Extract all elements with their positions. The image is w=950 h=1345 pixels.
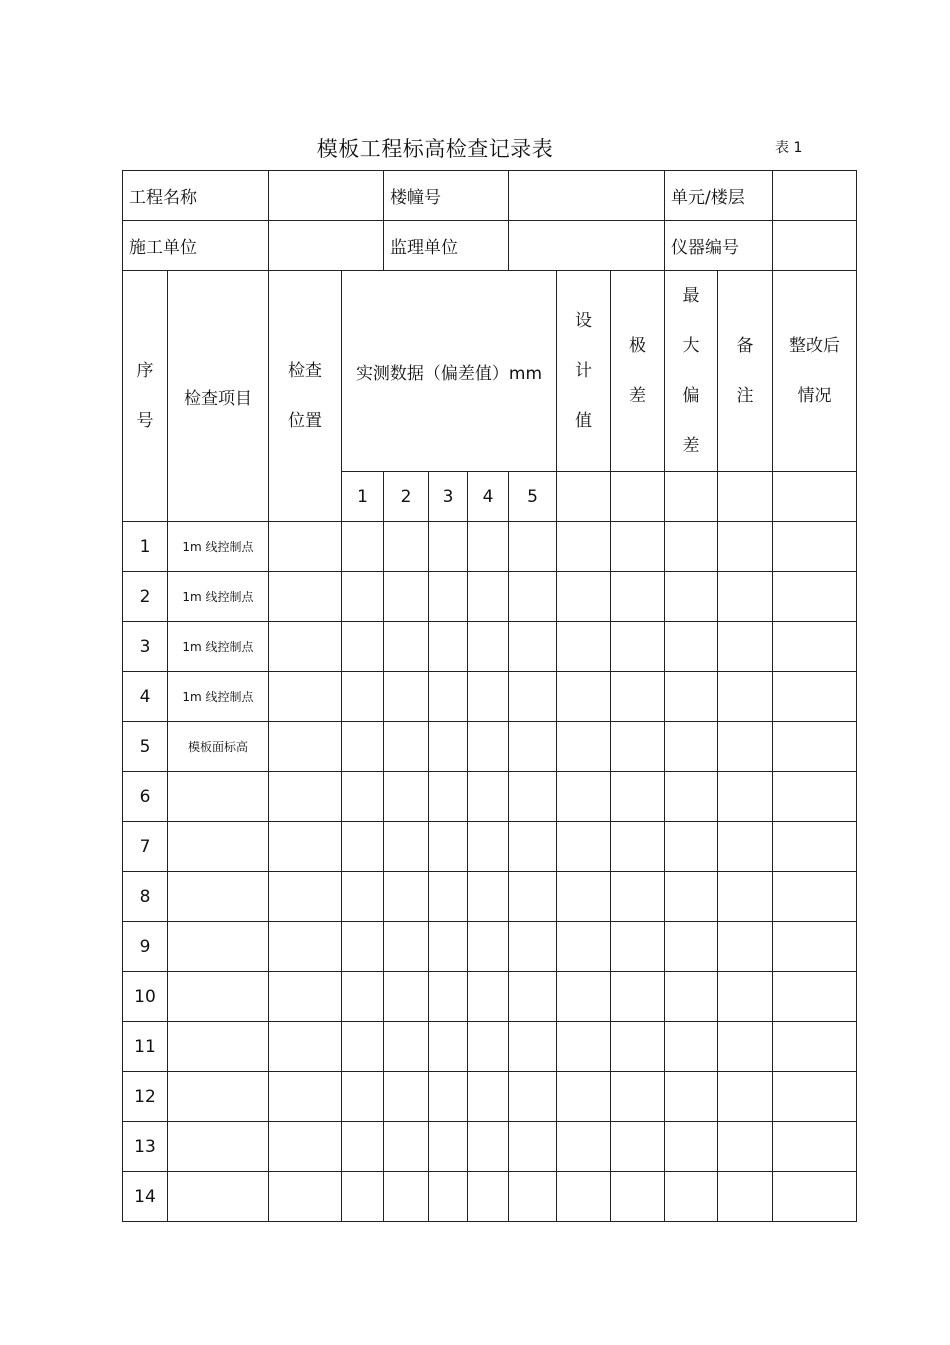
entry-cell[interactable] bbox=[468, 1022, 509, 1072]
design-cell[interactable] bbox=[557, 472, 611, 522]
header-remark: 备 注 bbox=[718, 271, 773, 472]
entry-cell[interactable] bbox=[718, 522, 773, 572]
entry-cell[interactable] bbox=[773, 522, 857, 572]
entry-cell[interactable] bbox=[342, 1072, 384, 1122]
entry-cell[interactable] bbox=[468, 522, 509, 572]
entry-cell[interactable] bbox=[429, 872, 468, 922]
point-3: 3 bbox=[429, 472, 468, 522]
entry-cell[interactable] bbox=[611, 972, 665, 1022]
entry-cell[interactable] bbox=[429, 1022, 468, 1072]
info-row-2 bbox=[123, 221, 857, 271]
entry-cell[interactable] bbox=[611, 872, 665, 922]
entry-cell[interactable] bbox=[384, 622, 429, 672]
entry-cell[interactable] bbox=[718, 972, 773, 1022]
entry-cell[interactable] bbox=[342, 1172, 384, 1222]
entry-cell[interactable] bbox=[468, 822, 509, 872]
entry-cell[interactable] bbox=[269, 872, 342, 922]
entry-cell[interactable] bbox=[509, 672, 557, 722]
entry-cell[interactable] bbox=[384, 972, 429, 1022]
entry-cell[interactable] bbox=[611, 1072, 665, 1122]
entry-cell[interactable] bbox=[269, 922, 342, 972]
building-label: 楼幢号 bbox=[384, 171, 509, 221]
entry-cell[interactable] bbox=[773, 772, 857, 822]
entry-cell[interactable] bbox=[611, 672, 665, 722]
entry-cell[interactable] bbox=[269, 722, 342, 772]
entry-cell[interactable] bbox=[269, 572, 342, 622]
instrument-label: 仪器编号 bbox=[665, 221, 773, 271]
entry-cell[interactable] bbox=[773, 572, 857, 622]
entry-cell[interactable] bbox=[773, 622, 857, 672]
entry-cell[interactable] bbox=[718, 1072, 773, 1122]
entry-cell[interactable] bbox=[468, 572, 509, 622]
entry-cell[interactable] bbox=[611, 622, 665, 672]
entry-cell[interactable] bbox=[557, 872, 611, 922]
header-item: 检查项目 bbox=[168, 271, 269, 522]
row-check-item bbox=[168, 972, 269, 1022]
entry-cell[interactable] bbox=[665, 672, 718, 722]
entry-cell[interactable] bbox=[429, 1122, 468, 1172]
entry-cell[interactable] bbox=[269, 1172, 342, 1222]
entry-cell[interactable] bbox=[269, 772, 342, 822]
entry-cell[interactable] bbox=[429, 722, 468, 772]
entry-cell[interactable] bbox=[665, 872, 718, 922]
row-number: 13 bbox=[123, 1122, 168, 1172]
entry-cell[interactable] bbox=[557, 822, 611, 872]
entry-cell[interactable] bbox=[384, 522, 429, 572]
entry-cell[interactable] bbox=[557, 1022, 611, 1072]
entry-cell[interactable] bbox=[384, 722, 429, 772]
entry-cell[interactable] bbox=[665, 622, 718, 672]
entry-cell[interactable] bbox=[342, 722, 384, 772]
entry-cell[interactable] bbox=[269, 1122, 342, 1172]
entry-cell[interactable] bbox=[468, 772, 509, 822]
entry-cell[interactable] bbox=[384, 1072, 429, 1122]
entry-cell[interactable] bbox=[773, 922, 857, 972]
entry-cell[interactable] bbox=[557, 972, 611, 1022]
row-number: 3 bbox=[123, 622, 168, 672]
table-row bbox=[123, 1072, 857, 1122]
entry-cell[interactable] bbox=[509, 922, 557, 972]
point-4: 4 bbox=[468, 472, 509, 522]
entry-cell[interactable] bbox=[384, 1172, 429, 1222]
table-row bbox=[123, 772, 857, 822]
entry-cell[interactable] bbox=[429, 572, 468, 622]
row-number: 5 bbox=[123, 722, 168, 772]
entry-cell[interactable] bbox=[342, 922, 384, 972]
entry-cell[interactable] bbox=[269, 972, 342, 1022]
entry-cell[interactable] bbox=[429, 922, 468, 972]
entry-cell[interactable] bbox=[665, 522, 718, 572]
entry-cell[interactable] bbox=[557, 622, 611, 672]
entry-cell[interactable] bbox=[342, 522, 384, 572]
row-check-item bbox=[168, 822, 269, 872]
entry-cell[interactable] bbox=[509, 572, 557, 622]
entry-cell[interactable] bbox=[557, 672, 611, 722]
entry-cell[interactable] bbox=[718, 722, 773, 772]
row-number: 11 bbox=[123, 1022, 168, 1072]
entry-cell[interactable] bbox=[665, 1022, 718, 1072]
row-check-item bbox=[168, 1022, 269, 1072]
entry-cell[interactable] bbox=[269, 1072, 342, 1122]
header-after-rectification: 整改后 情况 bbox=[773, 271, 857, 472]
entry-cell[interactable] bbox=[468, 872, 509, 922]
entry-cell[interactable] bbox=[342, 822, 384, 872]
entry-cell[interactable] bbox=[509, 1072, 557, 1122]
entry-cell[interactable] bbox=[342, 972, 384, 1022]
entry-cell[interactable] bbox=[665, 1122, 718, 1172]
entry-cell[interactable] bbox=[611, 1022, 665, 1072]
row-number: 2 bbox=[123, 572, 168, 622]
entry-cell[interactable] bbox=[429, 522, 468, 572]
row-check-item: 1m 线控制点 bbox=[168, 622, 269, 672]
row-number: 9 bbox=[123, 922, 168, 972]
entry-cell[interactable] bbox=[342, 872, 384, 922]
entry-cell[interactable] bbox=[665, 772, 718, 822]
table-number: 表 1 bbox=[775, 140, 803, 156]
entry-cell[interactable] bbox=[665, 922, 718, 972]
entry-cell[interactable] bbox=[342, 572, 384, 622]
table-row bbox=[123, 1172, 857, 1222]
entry-cell[interactable] bbox=[557, 772, 611, 822]
remark-cell[interactable] bbox=[718, 472, 773, 522]
point-5: 5 bbox=[509, 472, 557, 522]
entry-cell[interactable] bbox=[509, 722, 557, 772]
row-check-item: 1m 线控制点 bbox=[168, 522, 269, 572]
row-number: 10 bbox=[123, 972, 168, 1022]
header-range: 极 差 bbox=[611, 271, 665, 472]
entry-cell[interactable] bbox=[269, 1022, 342, 1072]
entry-cell[interactable] bbox=[773, 872, 857, 922]
supervision-unit-label: 监理单位 bbox=[384, 221, 509, 271]
entry-cell[interactable] bbox=[773, 1022, 857, 1072]
entry-cell[interactable] bbox=[384, 1122, 429, 1172]
entry-cell[interactable] bbox=[773, 972, 857, 1022]
entry-cell[interactable] bbox=[718, 872, 773, 922]
entry-cell[interactable] bbox=[557, 1172, 611, 1222]
entry-cell[interactable] bbox=[557, 922, 611, 972]
header-design: 设 计 值 bbox=[557, 271, 611, 472]
column-header-row bbox=[123, 271, 857, 472]
entry-cell[interactable] bbox=[468, 1122, 509, 1172]
entry-cell[interactable] bbox=[665, 572, 718, 622]
row-check-item: 1m 线控制点 bbox=[168, 572, 269, 622]
entry-cell[interactable] bbox=[429, 772, 468, 822]
entry-cell[interactable] bbox=[557, 1122, 611, 1172]
header-seq: 序 号 bbox=[123, 271, 168, 522]
row-number: 7 bbox=[123, 822, 168, 872]
unit-floor-label: 单元/楼层 bbox=[665, 171, 773, 221]
table-row bbox=[123, 1022, 857, 1072]
entry-cell[interactable] bbox=[509, 772, 557, 822]
info-row-1 bbox=[123, 171, 857, 221]
row-number: 6 bbox=[123, 772, 168, 822]
entry-cell[interactable] bbox=[269, 822, 342, 872]
entry-cell[interactable] bbox=[429, 972, 468, 1022]
entry-cell[interactable] bbox=[429, 822, 468, 872]
entry-cell[interactable] bbox=[468, 722, 509, 772]
entry-cell[interactable] bbox=[384, 922, 429, 972]
inspection-table bbox=[122, 170, 857, 1222]
entry-cell[interactable] bbox=[384, 872, 429, 922]
entry-cell[interactable] bbox=[718, 772, 773, 822]
row-check-item bbox=[168, 1172, 269, 1222]
entry-cell[interactable] bbox=[468, 1072, 509, 1122]
entry-cell[interactable] bbox=[384, 572, 429, 622]
entry-cell[interactable] bbox=[718, 672, 773, 722]
entry-cell[interactable] bbox=[718, 622, 773, 672]
project-name-field[interactable] bbox=[269, 171, 384, 221]
table-row bbox=[123, 922, 857, 972]
entry-cell[interactable] bbox=[773, 822, 857, 872]
row-number: 12 bbox=[123, 1072, 168, 1122]
entry-cell[interactable] bbox=[384, 672, 429, 722]
entry-cell[interactable] bbox=[718, 572, 773, 622]
table-row bbox=[123, 672, 857, 722]
point-1: 1 bbox=[342, 472, 384, 522]
after-cell[interactable] bbox=[773, 472, 857, 522]
table-row bbox=[123, 822, 857, 872]
entry-cell[interactable] bbox=[509, 822, 557, 872]
row-number: 14 bbox=[123, 1172, 168, 1222]
entry-cell[interactable] bbox=[665, 722, 718, 772]
entry-cell[interactable] bbox=[509, 972, 557, 1022]
entry-cell[interactable] bbox=[468, 1172, 509, 1222]
table-row bbox=[123, 622, 857, 672]
unit-floor-field[interactable] bbox=[773, 171, 857, 221]
max-dev-cell[interactable] bbox=[665, 472, 718, 522]
entry-cell[interactable] bbox=[269, 522, 342, 572]
entry-cell[interactable] bbox=[665, 1072, 718, 1122]
table-row bbox=[123, 522, 857, 572]
entry-cell[interactable] bbox=[342, 1122, 384, 1172]
instrument-field[interactable] bbox=[773, 221, 857, 271]
entry-cell[interactable] bbox=[665, 1172, 718, 1222]
entry-cell[interactable] bbox=[611, 572, 665, 622]
row-check-item: 1m 线控制点 bbox=[168, 672, 269, 722]
point-2: 2 bbox=[384, 472, 429, 522]
entry-cell[interactable] bbox=[611, 1122, 665, 1172]
entry-cell[interactable] bbox=[269, 622, 342, 672]
row-number: 4 bbox=[123, 672, 168, 722]
table-row bbox=[123, 872, 857, 922]
entry-cell[interactable] bbox=[557, 572, 611, 622]
supervision-unit-field[interactable] bbox=[509, 221, 665, 271]
entry-cell[interactable] bbox=[342, 622, 384, 672]
entry-cell[interactable] bbox=[557, 522, 611, 572]
entry-cell[interactable] bbox=[557, 1072, 611, 1122]
entry-cell[interactable] bbox=[342, 1022, 384, 1072]
entry-cell[interactable] bbox=[509, 1172, 557, 1222]
header-position: 检查 位置 bbox=[269, 271, 342, 522]
entry-cell[interactable] bbox=[665, 822, 718, 872]
entry-cell[interactable] bbox=[509, 622, 557, 672]
data-rows bbox=[123, 522, 857, 1222]
building-field[interactable] bbox=[509, 171, 665, 221]
entry-cell[interactable] bbox=[429, 672, 468, 722]
entry-cell[interactable] bbox=[773, 722, 857, 772]
header-max-deviation: 最 大 偏 差 bbox=[665, 271, 718, 472]
entry-cell[interactable] bbox=[509, 1122, 557, 1172]
table-row bbox=[123, 572, 857, 622]
project-name-label: 工程名称 bbox=[123, 171, 269, 221]
entry-cell[interactable] bbox=[429, 622, 468, 672]
entry-cell[interactable] bbox=[384, 822, 429, 872]
entry-cell[interactable] bbox=[342, 672, 384, 722]
entry-cell[interactable] bbox=[269, 672, 342, 722]
entry-cell[interactable] bbox=[429, 1072, 468, 1122]
row-number: 1 bbox=[123, 522, 168, 572]
entry-cell[interactable] bbox=[665, 972, 718, 1022]
entry-cell[interactable] bbox=[611, 522, 665, 572]
entry-cell[interactable] bbox=[773, 1122, 857, 1172]
entry-cell[interactable] bbox=[611, 822, 665, 872]
row-number: 8 bbox=[123, 872, 168, 922]
entry-cell[interactable] bbox=[509, 872, 557, 922]
row-check-item bbox=[168, 872, 269, 922]
table-row bbox=[123, 722, 857, 772]
row-check-item bbox=[168, 922, 269, 972]
entry-cell[interactable] bbox=[611, 1172, 665, 1222]
table-row bbox=[123, 1122, 857, 1172]
entry-cell[interactable] bbox=[468, 922, 509, 972]
construction-unit-label: 施工单位 bbox=[123, 221, 269, 271]
entry-cell[interactable] bbox=[557, 722, 611, 772]
row-check-item: 模板面标高 bbox=[168, 722, 269, 772]
entry-cell[interactable] bbox=[468, 972, 509, 1022]
entry-cell[interactable] bbox=[773, 1172, 857, 1222]
entry-cell[interactable] bbox=[611, 922, 665, 972]
entry-cell[interactable] bbox=[718, 1122, 773, 1172]
entry-cell[interactable] bbox=[773, 672, 857, 722]
entry-cell[interactable] bbox=[509, 1022, 557, 1072]
row-check-item bbox=[168, 1122, 269, 1172]
entry-cell[interactable] bbox=[611, 722, 665, 772]
entry-cell[interactable] bbox=[384, 1022, 429, 1072]
entry-cell[interactable] bbox=[468, 672, 509, 722]
entry-cell[interactable] bbox=[342, 772, 384, 822]
range-cell[interactable] bbox=[611, 472, 665, 522]
entry-cell[interactable] bbox=[718, 1022, 773, 1072]
entry-cell[interactable] bbox=[773, 1072, 857, 1122]
header-measured: 实测数据（偏差值）mm bbox=[342, 271, 557, 472]
row-check-item bbox=[168, 772, 269, 822]
construction-unit-field[interactable] bbox=[269, 221, 384, 271]
entry-cell[interactable] bbox=[509, 522, 557, 572]
table-row bbox=[123, 972, 857, 1022]
entry-cell[interactable] bbox=[718, 1172, 773, 1222]
entry-cell[interactable] bbox=[429, 1172, 468, 1222]
entry-cell[interactable] bbox=[611, 772, 665, 822]
entry-cell[interactable] bbox=[384, 772, 429, 822]
entry-cell[interactable] bbox=[718, 922, 773, 972]
entry-cell[interactable] bbox=[718, 822, 773, 872]
entry-cell[interactable] bbox=[468, 622, 509, 672]
row-check-item bbox=[168, 1072, 269, 1122]
page-title: 模板工程标高检查记录表 bbox=[316, 137, 554, 161]
